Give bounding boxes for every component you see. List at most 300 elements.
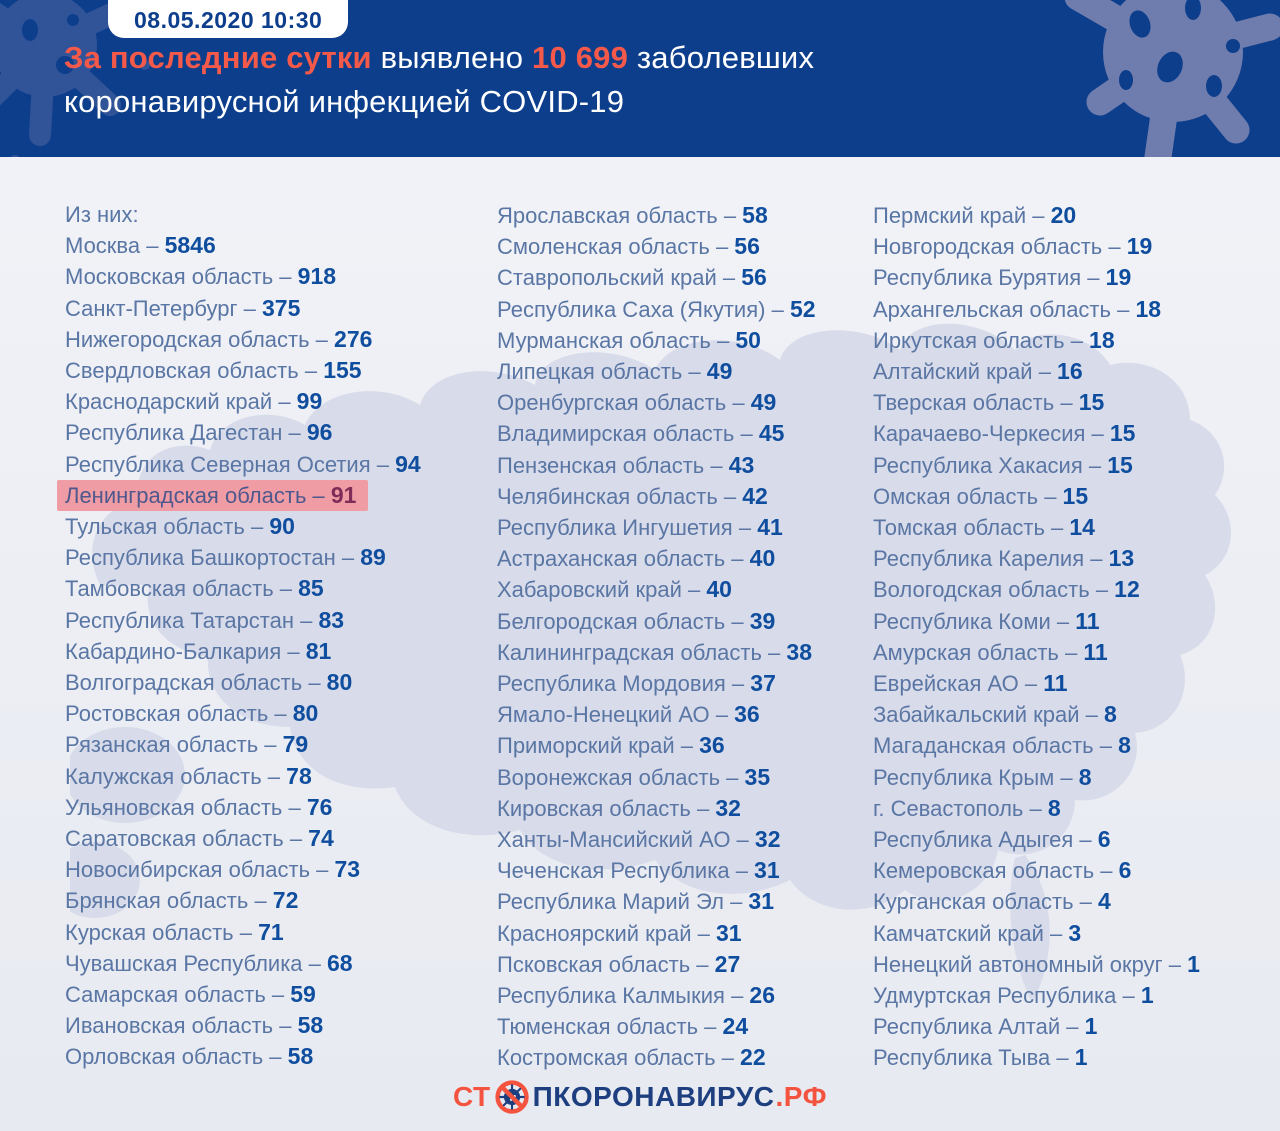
region-separator: – bbox=[261, 763, 287, 789]
region-separator: – bbox=[248, 888, 273, 914]
region-name: Омская область bbox=[873, 483, 1039, 509]
region-column-2 bbox=[497, 200, 816, 1074]
region-separator: – bbox=[691, 920, 716, 946]
region-name: Республика Хакасия bbox=[873, 452, 1083, 478]
region-name: Республика Мордовия bbox=[497, 671, 726, 697]
region-value: 918 bbox=[297, 263, 337, 290]
region-value: 42 bbox=[742, 482, 768, 509]
region-value: 38 bbox=[786, 638, 812, 665]
region-value: 11 bbox=[1083, 638, 1108, 665]
region-row bbox=[65, 667, 352, 698]
region-row bbox=[65, 511, 295, 542]
region-row bbox=[873, 606, 1100, 637]
region-row bbox=[65, 417, 332, 448]
region-separator: – bbox=[309, 326, 335, 352]
region-separator: – bbox=[370, 451, 396, 477]
region-separator: – bbox=[302, 950, 328, 976]
region-name: Республика Северная Осетия bbox=[65, 451, 371, 477]
region-separator: – bbox=[1058, 639, 1084, 665]
region-separator: – bbox=[716, 265, 742, 291]
region-value: 45 bbox=[758, 420, 785, 447]
region-separator: – bbox=[272, 389, 297, 415]
region-value: 18 bbox=[1089, 326, 1115, 353]
region-row bbox=[65, 542, 386, 573]
region-name: Республика Ингушетия bbox=[497, 515, 733, 541]
region-row bbox=[873, 637, 1108, 668]
region-separator: – bbox=[294, 607, 319, 633]
region-value: 96 bbox=[306, 419, 333, 446]
region-name: Карачаево-Черкесия bbox=[873, 421, 1086, 447]
region-value: 56 bbox=[734, 233, 760, 260]
region-row bbox=[65, 261, 336, 292]
region-value: 73 bbox=[334, 856, 361, 883]
region-row bbox=[497, 886, 774, 917]
region-separator: – bbox=[1054, 764, 1079, 790]
region-separator: – bbox=[1082, 452, 1108, 478]
region-name: Оренбургская область bbox=[497, 390, 727, 416]
region-name: Новгородская область bbox=[873, 234, 1103, 260]
region-row bbox=[873, 418, 1135, 449]
region-value: 35 bbox=[744, 763, 771, 790]
region-separator: – bbox=[709, 702, 735, 728]
region-value: 74 bbox=[308, 825, 334, 852]
region-value: 276 bbox=[334, 325, 373, 352]
region-name: Волгоградская область bbox=[65, 670, 303, 696]
region-row bbox=[65, 573, 324, 604]
region-row bbox=[497, 387, 776, 418]
region-name: Тюменская область bbox=[497, 1014, 699, 1040]
region-separator: – bbox=[306, 482, 331, 508]
region-separator: – bbox=[726, 390, 751, 416]
region-separator: – bbox=[310, 857, 335, 883]
region-separator: – bbox=[717, 203, 743, 228]
stopcoronavirus-logo bbox=[453, 1079, 827, 1115]
region-name: Республика Башкортостан bbox=[65, 545, 336, 571]
region-name: Кабардино-Балкария bbox=[65, 638, 282, 664]
region-row bbox=[497, 949, 740, 980]
region-name: Республика Алтай bbox=[873, 1014, 1061, 1040]
region-separator: – bbox=[1043, 920, 1069, 946]
region-value: 31 bbox=[754, 857, 780, 884]
region-value: 40 bbox=[749, 545, 776, 572]
region-name: Ямало-Ненецкий АО bbox=[497, 702, 710, 728]
region-name: Воронежская область bbox=[497, 764, 721, 790]
region-value: 40 bbox=[706, 576, 732, 603]
region-row bbox=[873, 543, 1134, 574]
region-value: 32 bbox=[754, 826, 781, 853]
region-row bbox=[65, 636, 331, 667]
region-separator: – bbox=[723, 889, 749, 915]
region-name: Кировская область bbox=[497, 795, 691, 821]
region-value: 11 bbox=[1043, 670, 1068, 697]
region-name: Республика Саха (Якутия) bbox=[497, 296, 766, 322]
region-value: 32 bbox=[715, 794, 741, 821]
region-value: 8 bbox=[1047, 794, 1061, 821]
region-name: Ставропольский край bbox=[497, 265, 717, 291]
logo-main: ПКОРОНАВИРУС bbox=[532, 1081, 775, 1112]
region-name: Республика Марий Эл bbox=[497, 889, 724, 915]
region-name: Республика Тыва bbox=[873, 1045, 1051, 1071]
region-row bbox=[497, 262, 767, 293]
region-row bbox=[497, 543, 775, 574]
region-row bbox=[65, 698, 318, 729]
region-name: Алтайский край bbox=[873, 359, 1033, 385]
region-name: Астраханская область bbox=[497, 546, 726, 572]
region-separator: – bbox=[283, 826, 309, 852]
region-row bbox=[65, 948, 353, 979]
region-name: Республика Бурятия bbox=[873, 265, 1082, 291]
region-name: Краснодарский край bbox=[65, 389, 273, 415]
region-separator: – bbox=[1084, 546, 1109, 572]
region-value: 5846 bbox=[164, 232, 216, 259]
region-name: Курганская область bbox=[873, 889, 1074, 915]
region-row bbox=[65, 355, 362, 386]
region-name: Московская область bbox=[65, 264, 274, 290]
region-value: 83 bbox=[318, 606, 345, 633]
region-separator: – bbox=[724, 983, 750, 1009]
region-separator: – bbox=[244, 514, 270, 540]
region-name: Брянская область bbox=[65, 888, 249, 914]
region-name: Республика Татарстан bbox=[65, 607, 295, 633]
region-value: 19 bbox=[1105, 264, 1132, 291]
region-value: 41 bbox=[757, 514, 783, 541]
region-row bbox=[497, 855, 780, 886]
region-value: 99 bbox=[296, 388, 323, 415]
region-row bbox=[873, 824, 1111, 855]
region-name: Смоленская область bbox=[497, 234, 710, 260]
region-row bbox=[65, 979, 316, 1010]
region-row bbox=[873, 294, 1161, 325]
region-separator: – bbox=[725, 671, 751, 697]
region-row bbox=[497, 450, 754, 481]
region-value: 12 bbox=[1114, 576, 1140, 603]
region-row bbox=[873, 481, 1088, 512]
region-value: 79 bbox=[282, 731, 309, 758]
region-separator: – bbox=[268, 701, 293, 727]
region-name: Амурская область bbox=[873, 639, 1059, 665]
region-value: 1 bbox=[1187, 950, 1200, 977]
region-row-highlighted bbox=[57, 480, 368, 511]
region-separator: – bbox=[715, 1045, 741, 1071]
region-name: Удмуртская Республика bbox=[873, 983, 1117, 1009]
region-row bbox=[873, 855, 1131, 886]
region-column-3 bbox=[873, 200, 1200, 1074]
region-row bbox=[497, 637, 812, 668]
region-value: 3 bbox=[1068, 919, 1082, 946]
region-row bbox=[873, 918, 1081, 949]
region-name: Челябинская область bbox=[497, 483, 718, 509]
region-separator: – bbox=[720, 764, 745, 790]
region-separator: – bbox=[690, 951, 715, 977]
region-value: 81 bbox=[305, 637, 332, 664]
region-separator: – bbox=[298, 358, 324, 384]
region-value: 1 bbox=[1074, 1044, 1088, 1071]
region-separator: – bbox=[1093, 733, 1119, 759]
region-value: 1 bbox=[1084, 1013, 1098, 1040]
region-separator: – bbox=[258, 732, 283, 758]
region-value: 24 bbox=[722, 1013, 749, 1040]
region-row bbox=[497, 699, 760, 730]
title-line-2: коронавирусной инфекцией COVID-19 bbox=[64, 84, 625, 119]
region-name: Владимирская область bbox=[497, 421, 735, 447]
region-value: 78 bbox=[286, 762, 312, 789]
header-banner bbox=[0, 0, 1280, 157]
logo-prefix: СТ bbox=[453, 1081, 491, 1112]
region-separator: – bbox=[237, 295, 263, 321]
region-separator: – bbox=[273, 1013, 298, 1039]
region-name: Пермский край bbox=[873, 203, 1027, 228]
region-row bbox=[65, 917, 284, 948]
region-separator: – bbox=[690, 795, 716, 821]
region-value: 4 bbox=[1098, 888, 1111, 915]
region-row bbox=[65, 792, 332, 823]
region-row bbox=[497, 1042, 766, 1073]
region-separator: – bbox=[681, 577, 707, 603]
region-name: Республика Калмыкия bbox=[497, 983, 725, 1009]
region-value: 8 bbox=[1103, 701, 1117, 728]
region-separator: – bbox=[704, 452, 729, 478]
region-name: г. Севастополь bbox=[873, 795, 1024, 821]
region-value: 15 bbox=[1107, 451, 1133, 478]
region-row bbox=[873, 980, 1154, 1011]
region-value: 91 bbox=[330, 481, 357, 508]
region-value: 19 bbox=[1126, 233, 1153, 260]
region-separator: – bbox=[730, 827, 755, 853]
region-name: Кемеровская область bbox=[873, 858, 1095, 884]
region-name: Тамбовская область bbox=[65, 576, 274, 602]
region-separator: – bbox=[729, 858, 755, 884]
region-value: 36 bbox=[699, 732, 725, 759]
region-name: Хабаровский край bbox=[497, 577, 682, 603]
region-value: 58 bbox=[297, 1012, 324, 1039]
region-value: 18 bbox=[1135, 295, 1162, 322]
region-row bbox=[65, 605, 344, 636]
region-value: 39 bbox=[749, 607, 776, 634]
region-row bbox=[497, 200, 768, 231]
region-row bbox=[497, 418, 784, 449]
region-name: Забайкальский край bbox=[873, 702, 1080, 728]
region-separator: – bbox=[1162, 951, 1188, 977]
region-value: 15 bbox=[1062, 482, 1089, 509]
region-row bbox=[497, 1011, 748, 1042]
region-name: Республика Дагестан bbox=[65, 420, 283, 446]
region-name: Свердловская область bbox=[65, 358, 299, 384]
region-separator: – bbox=[1110, 296, 1136, 322]
region-row bbox=[873, 574, 1140, 605]
region-row bbox=[873, 886, 1111, 917]
region-value: 49 bbox=[706, 358, 733, 385]
region-separator: – bbox=[281, 638, 306, 664]
region-row bbox=[497, 980, 775, 1011]
region-row bbox=[497, 294, 816, 325]
region-value: 8 bbox=[1078, 763, 1092, 790]
region-row bbox=[497, 481, 768, 512]
region-name: Камчатский край bbox=[873, 920, 1044, 946]
region-value: 58 bbox=[287, 1043, 314, 1070]
region-separator: – bbox=[732, 515, 758, 541]
region-row bbox=[873, 512, 1095, 543]
region-row bbox=[497, 793, 741, 824]
region-separator: – bbox=[709, 234, 735, 260]
no-virus-icon bbox=[494, 1079, 530, 1115]
region-row bbox=[873, 231, 1152, 262]
region-separator: – bbox=[682, 359, 707, 385]
title-accent-phrase: За последние сутки bbox=[64, 40, 372, 75]
region-name: Республика Адыгея bbox=[873, 827, 1074, 853]
region-row bbox=[873, 450, 1133, 481]
region-separator: – bbox=[734, 421, 759, 447]
region-value: 85 bbox=[298, 575, 324, 602]
region-separator: – bbox=[265, 982, 291, 1008]
region-name: Тверская область bbox=[873, 390, 1055, 416]
title-plain-text: выявлено bbox=[371, 40, 533, 75]
region-separator: – bbox=[1038, 483, 1063, 509]
region-separator: – bbox=[335, 545, 361, 571]
region-separator: – bbox=[698, 1014, 723, 1040]
region-name: Саратовская область bbox=[65, 826, 284, 852]
region-value: 36 bbox=[734, 701, 760, 728]
region-row bbox=[65, 1041, 313, 1072]
region-row bbox=[873, 949, 1200, 980]
region-row bbox=[497, 824, 781, 855]
region-separator: – bbox=[1026, 203, 1051, 228]
region-name: Липецкая область bbox=[497, 359, 683, 385]
region-row bbox=[65, 324, 372, 355]
region-separator: – bbox=[1050, 608, 1076, 634]
region-name: Ульяновская область bbox=[65, 794, 283, 820]
region-separator: – bbox=[1102, 234, 1127, 260]
logo-suffix: .РФ bbox=[775, 1081, 827, 1112]
region-name: Костромская область bbox=[497, 1045, 716, 1071]
region-separator: – bbox=[674, 733, 700, 759]
region-value: 58 bbox=[742, 202, 768, 228]
region-value: 375 bbox=[262, 294, 301, 321]
region-row bbox=[65, 823, 334, 854]
region-value: 8 bbox=[1118, 732, 1131, 759]
region-name: Иркутская область bbox=[873, 327, 1065, 353]
region-value: 15 bbox=[1109, 420, 1136, 447]
region-name: Еврейская АО bbox=[873, 671, 1019, 697]
region-value: 20 bbox=[1050, 202, 1077, 228]
region-name: Санкт-Петербург bbox=[65, 295, 238, 321]
region-row bbox=[873, 387, 1104, 418]
region-row bbox=[497, 606, 775, 637]
page-title bbox=[64, 36, 814, 124]
region-name: Приморский край bbox=[497, 733, 675, 759]
region-name: Пензенская область bbox=[497, 452, 705, 478]
list-intro-label: Из них: bbox=[65, 202, 139, 227]
region-value: 52 bbox=[789, 295, 816, 322]
region-separator: – bbox=[1085, 421, 1110, 447]
region-name: Республика Крым bbox=[873, 764, 1055, 790]
region-value: 89 bbox=[360, 544, 386, 571]
region-row bbox=[65, 761, 312, 792]
region-row bbox=[873, 699, 1117, 730]
region-row bbox=[65, 293, 300, 324]
region-separator: – bbox=[1050, 1045, 1075, 1071]
region-row bbox=[65, 386, 322, 417]
region-name: Чеченская Республика bbox=[497, 858, 730, 884]
region-row bbox=[65, 449, 421, 480]
region-separator: – bbox=[282, 420, 307, 446]
region-name: Ненецкий автономный округ bbox=[873, 951, 1163, 977]
region-name: Рязанская область bbox=[65, 732, 259, 758]
region-separator: – bbox=[717, 483, 743, 509]
region-name: Орловская область bbox=[65, 1044, 264, 1070]
region-separator: – bbox=[1044, 515, 1070, 541]
region-row bbox=[497, 512, 783, 543]
region-name: Архангельская область bbox=[873, 296, 1111, 322]
region-value: 6 bbox=[1118, 857, 1132, 884]
region-separator: – bbox=[1060, 1014, 1085, 1040]
region-row bbox=[873, 730, 1131, 761]
region-value: 37 bbox=[750, 670, 776, 697]
region-value: 27 bbox=[714, 950, 741, 977]
region-separator: – bbox=[1054, 390, 1079, 416]
region-row bbox=[65, 885, 298, 916]
region-value: 155 bbox=[323, 357, 362, 384]
region-value: 16 bbox=[1057, 358, 1083, 385]
region-value: 72 bbox=[272, 887, 299, 914]
region-row bbox=[873, 1042, 1088, 1073]
region-row bbox=[873, 356, 1083, 387]
region-separator: – bbox=[1032, 359, 1058, 385]
region-separator: – bbox=[1116, 983, 1141, 1009]
region-value: 1 bbox=[1140, 982, 1154, 1009]
region-name: Вологодская область bbox=[873, 577, 1090, 603]
region-value: 11 bbox=[1075, 607, 1100, 634]
region-separator: – bbox=[273, 576, 299, 602]
region-name: Магаданская область bbox=[873, 733, 1094, 759]
region-name: Ярославская область bbox=[497, 203, 718, 228]
region-separator: – bbox=[1079, 702, 1104, 728]
region-value: 90 bbox=[269, 513, 295, 540]
region-separator: – bbox=[1064, 327, 1090, 353]
region-value: 50 bbox=[735, 326, 761, 353]
region-row bbox=[65, 1010, 323, 1041]
region-name: Томская область bbox=[873, 515, 1045, 541]
region-row bbox=[497, 325, 761, 356]
region-row bbox=[873, 793, 1061, 824]
region-value: 94 bbox=[395, 450, 421, 477]
region-row bbox=[873, 668, 1068, 699]
region-separator: – bbox=[725, 546, 750, 572]
region-name: Ханты-Мансийский АО bbox=[497, 827, 731, 853]
region-column-1 bbox=[65, 200, 421, 1073]
region-separator: – bbox=[1018, 671, 1044, 697]
region-name: Мурманская область bbox=[497, 327, 711, 353]
region-row bbox=[497, 574, 732, 605]
region-name: Республика Коми bbox=[873, 608, 1051, 634]
region-name: Нижегородская область bbox=[65, 326, 310, 352]
region-value: 15 bbox=[1078, 389, 1105, 416]
region-separator: – bbox=[1081, 265, 1106, 291]
region-separator: – bbox=[302, 670, 327, 696]
region-row bbox=[65, 729, 308, 760]
title-total-count: 10 699 bbox=[532, 40, 629, 75]
region-name: Тульская область bbox=[65, 514, 245, 540]
region-value: 71 bbox=[258, 918, 284, 945]
region-name: Красноярский край bbox=[497, 920, 692, 946]
region-separator: – bbox=[710, 327, 736, 353]
region-separator: – bbox=[1094, 858, 1119, 884]
region-row bbox=[497, 668, 776, 699]
region-name: Курская область bbox=[65, 919, 234, 945]
region-value: 80 bbox=[292, 700, 319, 727]
region-separator: – bbox=[761, 639, 787, 665]
region-value: 13 bbox=[1108, 545, 1135, 572]
region-separator: – bbox=[282, 794, 307, 820]
